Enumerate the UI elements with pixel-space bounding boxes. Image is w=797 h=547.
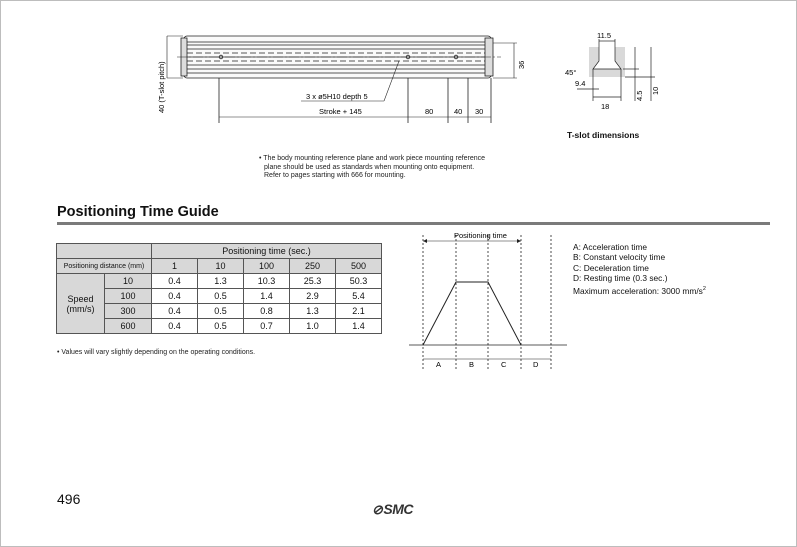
speed-value: 100 [105, 289, 152, 304]
table-cell: 0.7 [244, 319, 290, 334]
table-cell: 0.4 [152, 304, 198, 319]
distance-label: Positioning distance (mm) [57, 259, 152, 274]
table-cell: 2.1 [336, 304, 382, 319]
legend-a: A: Acceleration time [573, 242, 648, 252]
table-cell: 5.4 [336, 289, 382, 304]
distance-header: 10 [198, 259, 244, 274]
stroke-label: Stroke + 145 [319, 107, 362, 116]
table-cell: 0.4 [152, 289, 198, 304]
legend-max-acc: Maximum acceleration: 3000 $mm/s^2$ [573, 285, 706, 296]
positioning-time-table [56, 243, 382, 334]
tslot-4-5: 4.5 [635, 90, 644, 101]
dim-36: 36 [517, 60, 526, 69]
table-cell: 50.3 [336, 274, 382, 289]
section-divider [57, 222, 770, 225]
table-row [57, 319, 382, 334]
table-cell: 1.3 [290, 304, 336, 319]
table-cell: 0.4 [152, 319, 198, 334]
actuator-side-drawing [151, 29, 531, 151]
tslot-10: 10 [651, 86, 660, 95]
tslot-pitch-label: 40 (T-slot pitch) [157, 61, 166, 113]
dim-80: 80 [425, 107, 434, 116]
tslot-title: T-slot dimensions [567, 130, 640, 140]
segment-d: D [533, 360, 539, 369]
table-cell: 0.5 [198, 319, 244, 334]
positioning-time-label: Positioning time [454, 231, 507, 240]
speed-value: 300 [105, 304, 152, 319]
segment-a: A [436, 360, 442, 369]
segment-c: C [501, 360, 507, 369]
speed-label: Speed (mm/s) [57, 274, 105, 334]
table-cell: 1.4 [244, 289, 290, 304]
segment-b: B [469, 360, 475, 369]
table-cell: 1.0 [290, 319, 336, 334]
legend-d: D: Resting time (0.3 sec.) [573, 273, 668, 284]
tslot-angle: 45° [565, 68, 577, 77]
table-cell: 1.4 [336, 319, 382, 334]
distance-header: 100 [244, 259, 290, 274]
hole-label: 3 x ø5H10 depth 5 [306, 92, 368, 101]
diagram-legend [573, 242, 706, 296]
dim-40: 40 [454, 107, 463, 116]
table-cell: 0.4 [152, 274, 198, 289]
velocity-profile-diagram [405, 229, 569, 375]
table-row [57, 289, 382, 304]
mounting-note: • The body mounting reference plane and work piece mounting reference plane should be used as standards when mounting onto equipment. Refer to pages starting with 666 for mounting. [259, 155, 486, 179]
tslot-18: 18 [601, 102, 610, 111]
tslot-drawing [563, 31, 663, 127]
page-number: 496 [57, 491, 81, 507]
table-footnote: • Values will vary slightly depending on the operating conditions. [57, 349, 256, 356]
distance-header: 1 [152, 259, 198, 274]
group-header: Positioning time (sec.) [152, 244, 382, 259]
table-row [57, 304, 382, 319]
legend-c: C: Deceleration time [573, 262, 649, 273]
table-cell: 25.3 [290, 274, 336, 289]
legend-b: B: Constant velocity time [573, 252, 666, 263]
table-cell: 1.3 [198, 274, 244, 289]
speed-value: 600 [105, 319, 152, 334]
smc-logo-icon: ⊘ [372, 502, 383, 517]
section-title: Positioning Time Guide [57, 204, 219, 220]
dim-30: 30 [475, 107, 484, 116]
distance-header: 250 [290, 259, 336, 274]
table-cell: 0.8 [244, 304, 290, 319]
table-cell: 2.9 [290, 289, 336, 304]
speed-value: 10 [105, 274, 152, 289]
table-cell: 0.5 [198, 289, 244, 304]
table-row [57, 274, 382, 289]
tslot-11-5: 11.5 [597, 31, 612, 40]
distance-header: 500 [336, 259, 382, 274]
table-cell: 10.3 [244, 274, 290, 289]
tslot-9-4: 9.4 [575, 79, 586, 88]
table-cell: 0.5 [198, 304, 244, 319]
smc-logo: ⊘SMC [372, 501, 414, 517]
